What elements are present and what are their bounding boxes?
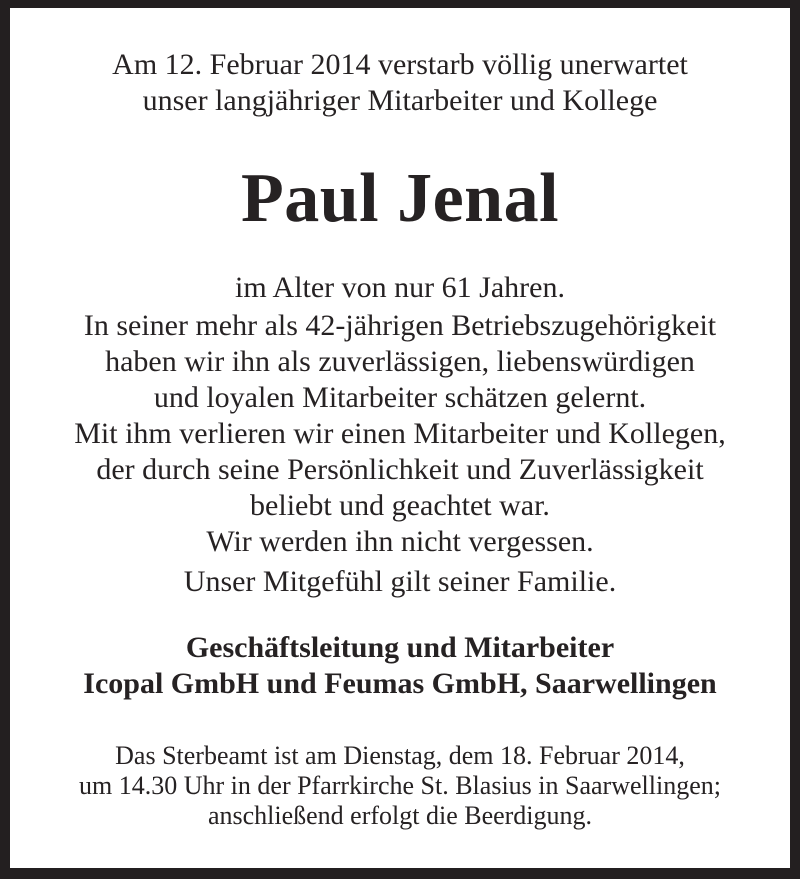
service-info-paragraph [10,741,790,831]
signature-line-2: Icopal GmbH und Feumas GmbH, Saarwellingen [83,667,717,700]
loss-line-1: Mit ihm verlieren wir einen Mitarbeiter und Kollegen, [74,417,726,450]
intro-line-2: unser langjähriger Mitarbeiter und Kollege [142,84,658,117]
service-line-2: um 14.30 Uhr in der Pfarrkirche St. Blasius in Saarwellingen; [79,771,721,800]
tenure-paragraph [10,308,790,416]
service-line-1: Das Sterbeamt ist am Dienstag, dem 18. Februar 2014, [115,741,685,770]
condolence-line: Unser Mitgefühl gilt seiner Familie. [183,565,617,598]
loss-paragraph [10,416,790,524]
tenure-line-2: haben wir ihn als zuverlässigen, liebenswürdigen [105,345,695,378]
signature-block [10,630,790,702]
intro-line-1: Am 12. Februar 2014 verstarb völlig unerwartet [112,48,688,81]
signature-line-1: Geschäftsleitung und Mitarbeiter [185,631,615,664]
loss-line-2: der durch seine Persönlichkeit und Zuverlässigkeit [96,453,704,486]
deceased-name: Paul Jenal [240,160,560,237]
obituary-notice [10,8,790,868]
intro-paragraph [10,47,790,119]
remember-line: Wir werden ihn nicht vergessen. [206,525,594,558]
age-line: im Alter von nur 61 Jahren. [235,271,565,304]
service-line-3: anschließend erfolgt die Beerdigung. [207,801,593,830]
loss-line-3: beliebt und geachtet war. [250,489,550,522]
condolence-paragraph [10,564,790,600]
remember-paragraph [10,524,790,560]
tenure-line-3: und loyalen Mitarbeiter schätzen gelernt. [153,381,647,414]
age-paragraph [10,270,790,306]
tenure-line-1: In seiner mehr als 42-jährigen Betriebszugehörigkeit [83,309,717,342]
